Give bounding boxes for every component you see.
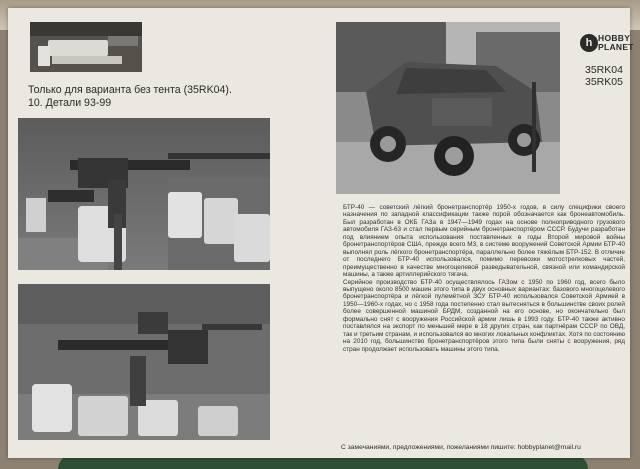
history-paragraph-1: БТР-40 — советский лёгкий бронетранспортёр 1950-х годов, в силу специфики своего назначения по западной классификации также порой обозначается как бронеавтомобиль. Был разработан в ОКБ ГАЗа в 1947—1949 годах на основе полноприводного грузового автомобиля ГАЗ-63 и стал первым серийным бронетранспортёром СССР. Будучи разработан под влиянием опыта использования поставленных в годы Второй мировой войны бронетранспортёров США, прежде всего M3, в системе вооружений Советской Армии БТР-40 выполнял роль лёгкого бронетранспортёра, параллельно более тяжёлым БТР-152. В отличие от последнего БТР-40 использовался, помимо перевозки мотострелковых частей, преимущественно в качестве многоцелевой разведывательной, связной или командирской машины, а также артиллерийского тягача. <box>343 204 625 279</box>
machine-gun-photo-2 <box>18 284 270 440</box>
hobby-planet-logo <box>580 32 632 58</box>
logo-word-1: HOBBY <box>598 33 631 43</box>
history-paragraph-2: Серийное производство БТР-40 осуществлялось ГАЗом с 1950 по 1960 год, всего было выпущено около 8500 машин этого типа в двух основных вариантах: базового многоцелевого бронетранспортёра и лёгкой пулемётной ЗСУ БТР-40 использовался Советской Армией в 1950—1960-х годах, но с 1958 года постепенно стал вытесняться в большинстве своих ролей более совершенной машиной БРДМ, созданной на его основе, но окончательно был формально снят с вооружения Российской армии лишь в 1993 году. БТР-40 также активно поставлялся на экспорт по меньшей мере в 18 других стран, как партнёрам СССР по ОВД, так и третьим странам, и использовался во многих локальных конфликтах. Хотя по состоянию на 2010 год, большинство бронетранспортёров этого типа были сняты с вооружения, ряд стран продолжает использовать машины этого типа. <box>343 278 625 353</box>
detail-photo-graphic <box>30 22 142 72</box>
detail-photo <box>30 22 142 72</box>
instruction-sheet <box>8 8 634 458</box>
kit-code-1: 35RK04 <box>585 64 623 76</box>
logo-mark: h <box>580 34 598 52</box>
btr-40-photo <box>336 22 560 194</box>
machine-gun-graphic-2 <box>18 284 270 440</box>
machine-gun-graphic-1 <box>18 118 270 270</box>
caption <box>28 84 232 109</box>
caption-line-2: 10. Детали 93-99 <box>28 96 112 109</box>
machine-gun-photo-1 <box>18 118 270 270</box>
history-text <box>343 204 625 353</box>
kit-code-2: 35RK05 <box>585 76 623 88</box>
kit-codes <box>585 64 623 88</box>
btr-40-graphic <box>336 22 560 194</box>
logo-word-2: PLANET <box>598 42 634 52</box>
contact-line: С замечаниями, предложениями, пожеланиями пишите: hobbyplanet@mail.ru <box>341 444 581 451</box>
caption-line-1: Только для варианта без тента (35RK04). <box>28 84 232 96</box>
